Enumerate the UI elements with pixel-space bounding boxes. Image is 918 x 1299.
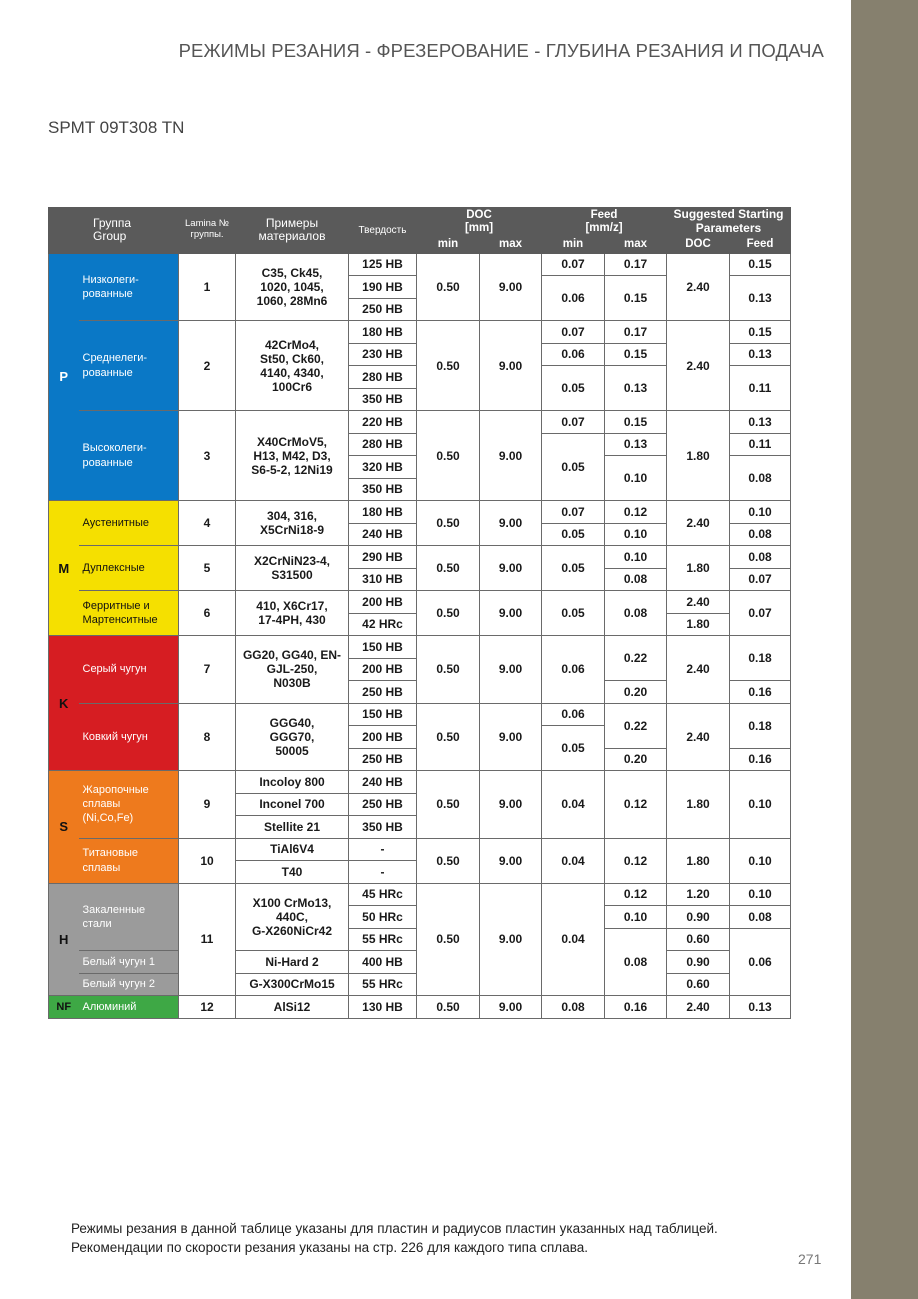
group-name: Дуплексные: [79, 546, 179, 591]
lamina-no: 3: [179, 411, 236, 501]
feed-min: 0.06: [542, 343, 605, 366]
feed-min: 0.05: [542, 726, 605, 771]
side-bar: [851, 0, 918, 1299]
hardness: 250 HB: [349, 793, 417, 816]
suggested-feed: 0.11: [730, 366, 791, 411]
suggested-doc: 1.80: [667, 771, 730, 839]
doc-min: 0.50: [417, 321, 480, 411]
hardness: 200 HB: [349, 591, 417, 614]
suggested-feed: 0.08: [730, 523, 791, 546]
group-name: Высоколеги- рованные: [79, 411, 179, 501]
materials: G-X300CrMo15: [236, 973, 349, 996]
suggested-feed: 0.18: [730, 703, 791, 748]
feed-min: 0.05: [542, 546, 605, 591]
feed-max: 0.12: [605, 771, 667, 839]
feed-min: 0.07: [542, 411, 605, 434]
hardness: 200 HB: [349, 658, 417, 681]
header-lamina-no: Lamina № группы.: [179, 208, 236, 254]
hardness: 42 HRc: [349, 613, 417, 636]
suggested-feed: 0.08: [730, 546, 791, 569]
iso-code-m: M: [49, 501, 79, 636]
hardness: 350 HB: [349, 816, 417, 839]
suggested-doc: 2.40: [667, 321, 730, 411]
doc-max: 9.00: [480, 996, 542, 1019]
hardness: 180 HB: [349, 321, 417, 344]
suggested-doc: 2.40: [667, 501, 730, 546]
feed-max: 0.12: [605, 883, 667, 906]
feed-min: 0.06: [542, 703, 605, 726]
suggested-feed: 0.07: [730, 568, 791, 591]
feed-max: 0.16: [605, 996, 667, 1019]
group-name: Титановые сплавы: [79, 838, 179, 883]
doc-max: 9.00: [480, 253, 542, 321]
feed-min: 0.07: [542, 321, 605, 344]
hardness: -: [349, 861, 417, 884]
doc-max: 9.00: [480, 411, 542, 501]
header-materials: Примеры материалов: [236, 208, 349, 254]
suggested-doc: 2.40: [667, 703, 730, 771]
group-name: Алюминий: [79, 996, 179, 1019]
iso-code-p: P: [49, 253, 79, 501]
header-hardness: Твердость: [349, 208, 417, 254]
doc-min: 0.50: [417, 883, 480, 996]
feed-max: 0.08: [605, 928, 667, 996]
suggested-feed: 0.13: [730, 343, 791, 366]
header-sug-doc: DOC: [667, 236, 730, 253]
feed-min: 0.05: [542, 523, 605, 546]
group-name: Ковкий чугун: [79, 703, 179, 771]
feed-max: 0.15: [605, 411, 667, 434]
materials: X100 CrMo13, 440C, G-X260NiCr42: [236, 883, 349, 951]
feed-max: 0.22: [605, 636, 667, 681]
doc-max: 9.00: [480, 546, 542, 591]
doc-min: 0.50: [417, 771, 480, 839]
hardness: 50 HRc: [349, 906, 417, 929]
feed-max: 0.13: [605, 366, 667, 411]
hardness: 290 HB: [349, 546, 417, 569]
suggested-doc: 0.90: [667, 906, 730, 929]
feed-max: 0.17: [605, 321, 667, 344]
feed-max: 0.20: [605, 748, 667, 771]
header-sug-feed: Feed: [730, 236, 791, 253]
materials: AlSi12: [236, 996, 349, 1019]
hardness: 240 HB: [349, 771, 417, 794]
suggested-doc: 1.80: [667, 546, 730, 591]
materials: X40CrMoV5, H13, M42, D3, S6-5-2, 12Ni19: [236, 411, 349, 501]
feed-max: 0.22: [605, 703, 667, 748]
header-feed-min: min: [542, 236, 605, 253]
header-doc-max: max: [480, 236, 542, 253]
suggested-feed: 0.13: [730, 996, 791, 1019]
suggested-feed: 0.10: [730, 501, 791, 524]
feed-max: 0.17: [605, 253, 667, 276]
hardness: 125 HB: [349, 253, 417, 276]
suggested-feed: 0.13: [730, 411, 791, 434]
footnote-line: Режимы резания в данной таблице указаны для пластин и радиусов пластин указанных над таблицей.: [71, 1221, 718, 1236]
header-group: Группа Group: [79, 208, 179, 254]
lamina-no: 6: [179, 591, 236, 636]
doc-min: 0.50: [417, 411, 480, 501]
doc-max: 9.00: [480, 501, 542, 546]
materials: Incoloy 800: [236, 771, 349, 794]
hardness: 55 HRc: [349, 973, 417, 996]
feed-min: 0.04: [542, 771, 605, 839]
suggested-doc: 2.40: [667, 253, 730, 321]
hardness: -: [349, 838, 417, 861]
hardness: 250 HB: [349, 298, 417, 321]
group-name: Среднелеги- рованные: [79, 321, 179, 411]
hardness: 45 HRc: [349, 883, 417, 906]
feed-max: 0.10: [605, 546, 667, 569]
feed-min: 0.05: [542, 591, 605, 636]
materials: X2CrNiN23-4, S31500: [236, 546, 349, 591]
hardness: 280 HB: [349, 366, 417, 389]
hardness: 250 HB: [349, 681, 417, 704]
materials: 42CrMo4, St50, Ck60, 4140, 4340, 100Cr6: [236, 321, 349, 411]
feed-max: 0.08: [605, 591, 667, 636]
doc-min: 0.50: [417, 501, 480, 546]
suggested-feed: 0.18: [730, 636, 791, 681]
header-feed-max: max: [605, 236, 667, 253]
hardness: 320 HB: [349, 456, 417, 479]
group-name: Аустенитные: [79, 501, 179, 546]
feed-max: 0.15: [605, 276, 667, 321]
feed-min: 0.05: [542, 366, 605, 411]
feed-max: 0.12: [605, 838, 667, 883]
suggested-feed: 0.10: [730, 838, 791, 883]
doc-min: 0.50: [417, 591, 480, 636]
lamina-no: 2: [179, 321, 236, 411]
group-name: Жаропочные сплавы (Ni,Co,Fe): [79, 771, 179, 839]
materials: GGG40, GGG70, 50005: [236, 703, 349, 771]
lamina-no: 7: [179, 636, 236, 704]
hardness: 200 HB: [349, 726, 417, 749]
feed-min: 0.06: [542, 276, 605, 321]
group-name: Низколеги- рованные: [79, 253, 179, 321]
feed-max: 0.10: [605, 523, 667, 546]
materials: 410, X6Cr17, 17-4PH, 430: [236, 591, 349, 636]
iso-code-s: S: [49, 771, 79, 884]
lamina-no: 9: [179, 771, 236, 839]
suggested-feed: 0.16: [730, 681, 791, 704]
suggested-feed: 0.16: [730, 748, 791, 771]
page-title: РЕЖИМЫ РЕЗАНИЯ - ФРЕЗЕРОВАНИЕ - ГЛУБИНА РЕЗАНИЯ И ПОДАЧА: [178, 40, 824, 61]
feed-min: 0.06: [542, 636, 605, 704]
feed-max: 0.20: [605, 681, 667, 704]
doc-max: 9.00: [480, 771, 542, 839]
iso-code-nf: NF: [49, 996, 79, 1019]
doc-min: 0.50: [417, 636, 480, 704]
header-feed: Feed [mm/z]: [542, 208, 667, 237]
suggested-feed: 0.08: [730, 906, 791, 929]
group-name: Белый чугун 2: [79, 973, 179, 996]
group-name: Серый чугун: [79, 636, 179, 704]
materials: Stellite 21: [236, 816, 349, 839]
feed-min: 0.08: [542, 996, 605, 1019]
doc-max: 9.00: [480, 591, 542, 636]
doc-min: 0.50: [417, 546, 480, 591]
footnote: [71, 1219, 718, 1257]
feed-min: 0.04: [542, 883, 605, 996]
suggested-feed: 0.08: [730, 456, 791, 501]
suggested-doc: 1.20: [667, 883, 730, 906]
doc-min: 0.50: [417, 838, 480, 883]
suggested-doc: 0.60: [667, 928, 730, 951]
hardness: 240 HB: [349, 523, 417, 546]
footnote-line: Рекомендации по скорости резания указаны на стр. 226 для каждого типа сплава.: [71, 1240, 588, 1255]
doc-min: 0.50: [417, 703, 480, 771]
suggested-doc: 2.40: [667, 996, 730, 1019]
iso-code-k: K: [49, 636, 79, 771]
lamina-no: 5: [179, 546, 236, 591]
group-name: Закаленные стали: [79, 883, 179, 951]
doc-max: 9.00: [480, 703, 542, 771]
feed-max: 0.12: [605, 501, 667, 524]
materials: Inconel 700: [236, 793, 349, 816]
lamina-no: 10: [179, 838, 236, 883]
hardness: 130 HB: [349, 996, 417, 1019]
hardness: 350 HB: [349, 478, 417, 501]
materials: 304, 316, X5CrNi18-9: [236, 501, 349, 546]
doc-max: 9.00: [480, 883, 542, 996]
feed-min: 0.07: [542, 501, 605, 524]
hardness: 150 HB: [349, 703, 417, 726]
suggested-feed: 0.11: [730, 433, 791, 456]
doc-min: 0.50: [417, 996, 480, 1019]
materials: TiAl6V4: [236, 838, 349, 861]
hardness: 220 HB: [349, 411, 417, 434]
cutting-data-table: [48, 207, 791, 1019]
materials: T40: [236, 861, 349, 884]
feed-max: 0.10: [605, 906, 667, 929]
lamina-no: 12: [179, 996, 236, 1019]
header-doc-min: min: [417, 236, 480, 253]
header-suggested: Suggested Starting Parameters: [667, 208, 791, 237]
iso-code-h: H: [49, 883, 79, 996]
suggested-doc: 2.40: [667, 591, 730, 614]
suggested-feed: 0.07: [730, 591, 791, 636]
lamina-no: 1: [179, 253, 236, 321]
hardness: 400 HB: [349, 951, 417, 974]
feed-max: 0.13: [605, 433, 667, 456]
lamina-no: 11: [179, 883, 236, 996]
hardness: 55 HRc: [349, 928, 417, 951]
suggested-doc: 0.90: [667, 951, 730, 974]
doc-max: 9.00: [480, 321, 542, 411]
hardness: 250 HB: [349, 748, 417, 771]
suggested-feed: 0.13: [730, 276, 791, 321]
doc-max: 9.00: [480, 838, 542, 883]
feed-min: 0.07: [542, 253, 605, 276]
hardness: 190 HB: [349, 276, 417, 299]
page-number: 271: [798, 1251, 822, 1267]
feed-min: 0.05: [542, 433, 605, 501]
group-name: Ферритные и Мартенситные: [79, 591, 179, 636]
hardness: 310 HB: [349, 568, 417, 591]
feed-min: 0.04: [542, 838, 605, 883]
materials: Ni-Hard 2: [236, 951, 349, 974]
materials: GG20, GG40, EN- GJL-250, N030B: [236, 636, 349, 704]
suggested-feed: 0.15: [730, 321, 791, 344]
feed-max: 0.15: [605, 343, 667, 366]
suggested-doc: 0.60: [667, 973, 730, 996]
suggested-doc: 1.80: [667, 411, 730, 501]
suggested-feed: 0.15: [730, 253, 791, 276]
doc-min: 0.50: [417, 253, 480, 321]
hardness: 150 HB: [349, 636, 417, 659]
header-iso: [49, 208, 79, 254]
suggested-doc: 1.80: [667, 838, 730, 883]
feed-max: 0.08: [605, 568, 667, 591]
hardness: 350 HB: [349, 388, 417, 411]
hardness: 230 HB: [349, 343, 417, 366]
suggested-feed: 0.10: [730, 771, 791, 839]
feed-max: 0.10: [605, 456, 667, 501]
suggested-doc: 2.40: [667, 636, 730, 704]
suggested-doc: 1.80: [667, 613, 730, 636]
lamina-no: 4: [179, 501, 236, 546]
suggested-feed: 0.06: [730, 928, 791, 996]
suggested-feed: 0.10: [730, 883, 791, 906]
materials: C35, Ck45, 1020, 1045, 1060, 28Mn6: [236, 253, 349, 321]
header-doc: DOC [mm]: [417, 208, 542, 237]
lamina-no: 8: [179, 703, 236, 771]
hardness: 180 HB: [349, 501, 417, 524]
group-name: Белый чугун 1: [79, 951, 179, 974]
insert-code: SPMT 09T308 TN: [48, 118, 185, 137]
hardness: 280 HB: [349, 433, 417, 456]
doc-max: 9.00: [480, 636, 542, 704]
